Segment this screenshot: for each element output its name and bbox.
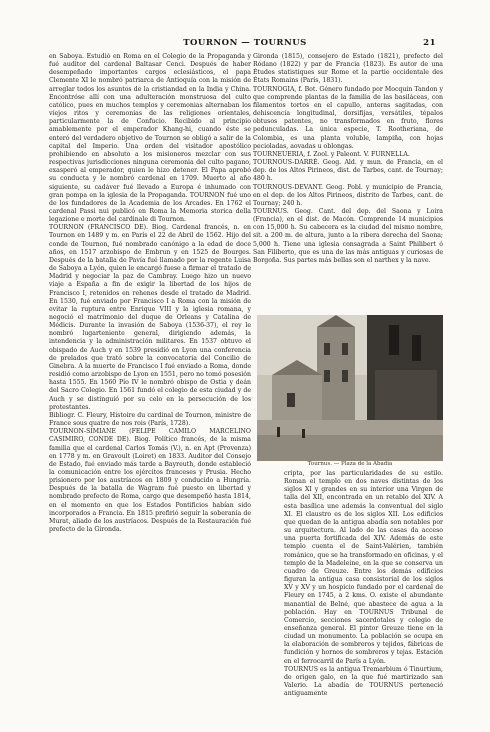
abbey-photo-illustration xyxy=(257,315,443,461)
right-column xyxy=(253,53,443,298)
running-head-title: TOURNON — TOURNUS xyxy=(183,38,307,48)
abbey-photograph xyxy=(257,315,443,461)
entry-tournon-simiane: TOURNON-SIMIANE (FELIPE CAMILO MARCELINO CASIMIRO, CONDE DE). Biog. Político francés, de la misma familia que el cardenal Carlos Tomás (V.), n. en Apt (Provenza) en 1778 y m. en Gravoult (Loiret) en 1833. Auditor del Consejo de Estado, fué enviado más tarde a Bayreuth, donde estableció la comunicación entre los ejércitos franceses y Prusia. Hecho prisionero por los austríacos en 1809 y conducido a Hungría. Después de la batalla de Wagram fué puesto en libertad y nombrado prefecto de Roma, cargo que desempeñó hasta 1814, en el momento en que los Estados Pontificios habían sido incorporados a Francia. En 1815 prefirió seguir la soberanía de Murat, aliado de los austríacos. Después de la Restauración fué prefecto de la Gironda. xyxy=(49,428,251,534)
entry-tournus: TOURNUS. Geog. Cant. del dep. del Saona y Loira (Francia), en el dist. de Macón. Comprende 14 municipios con 15,000 h. Su cabecera es la ciudad del mismo nombre, sit. a 200 m. de altura, junto a la ribera derecha del Saona; 5,000 h. Tiene una iglesia consagrada a Saint Philibert ó San Filiberto, que es una de las más antiguas y curiosas de Borgoña. Sus partes más bellas son el narthex y la nave. xyxy=(253,207,443,264)
left-column xyxy=(49,53,251,708)
entry-tournus-cont: cripta, por las particularidades de su estilo. Roman el templo en dos naves distintas de los siglos XI y grandes en su interior una Virgen de talla del XII, encontrada en un retablo del XIV. A esta basílica une además la conventual del siglo XI. El claustro es de los siglos XII. Los edificios que quedan de la antigua abadía son notables por su arquitectura. Al lado de las casas da acceso una puerta fortificada del XIV. Además de este templo cuenta el de Saint-Valérien, también románico, que se ha transformado en oficinas, y el templo de la Madeleine, en la que se conserva un cuadro de Greuze. Entre los demás edificios figuran la antigua casa consistorial de los siglos XV y XV y un hospicio fundado por el cardenal de Fleury en 1745, a 2 kms. O. existe el abundante manantial de Belné, que abastece de agua a la población. Hay en TOURNUS Tribunal de Comercio, secciones sacerdotales y colegio de enseñanza general. El pintor Greuze tiene en la ciudad un monumento. La población se ocupa en la elaboración de sombreros y tejidos, fábricas de fundición y hornos de sombreros y tejas. Estación en el ferrocarril de París a Lyón. xyxy=(284,470,443,665)
entry-tourneueria: TOURNEUERIA, f. Zool. y Paleont. V. FURNELLA. xyxy=(253,150,410,158)
running-head xyxy=(0,38,490,50)
entry-gironda-cont: Gironda (1815), consejero de Estado (1821), prefecto del Ródano (1822) y par de Francia (1823). Es autor de una Études statistiques sur Rome et la partie occidentale des États Romains (París, 1831). xyxy=(253,53,443,85)
entry-tournous-devant: TOURNOUS-DEVANT. Geog. Pobl. y municipio de Francia, en el dep. de los Altos Pirineos, distrito de Tarbes, cant. de Tournay; 240 h. xyxy=(253,183,443,207)
entry-tournus-history: TOURNUS es la antigua Tremarbium ó Tinurtium, de origen galo, en la que fué martirizado san Valerio. La abadía de TOURNUS perteneció antiguamente xyxy=(284,665,443,698)
entry-tournon-francisco: TOURNON (FRANCISCO DE). Biog. Cardenal francés, n. en Tournon en 1489 y m. en París el 22 de Abril de 1562. Hijo del conde de Tournon, fué nombrado canónigo a la edad de doce años, en 1517 arzobispo de Embrun y en 1525 de Bourges. Después de la batalla de Pavía fué llamado por la regente Luisa de Saboya a Lyón, quien le encargó fuese a firmar el tratado de Madrid y negociar la paz de Cambray. Luego hizo un nuevo viaje a España a fin de exigir la libertad de los hijos de Francisco I, retenidos en rehenes desde el tratado de Madrid. En 1530, fué enviado por Francisco I a Roma con la misión de evitar la ruptura entre Enrique VIII y la iglesia romana, y negoció el matrimonio del duque de Orleans y Catalina de Médicis. Durante la invasión de Saboya (1536-37), el rey le nombró lugarteniente general, dirigiendo además, la intendencia y la administración militares. En 1537 obtuvo el obispado de Auch y en 1539 presidió en Lyon una conferencia de prelados que trató sobre la convocatoria del Concilio de Ginebra. A la muerte de Francisco I fué enviado a Roma, donde residió como arzobispo de Lyon en 1551, pero no tomó posesión hasta 1555. En 1560 Pío IV le nombró obispo de Ostia y deán del Sacro Colegio. En 1561 fundó el colegio de esta ciudad y de Auch y se distinguió por su celo en la persecución de los protestantes. xyxy=(49,224,251,411)
entry-tournous-darre: TOURNOUS-DARRÉ. Geog. Ald. y mun. de Francia, en el dep. de los Altos Pirineos, dist. de Tarbes, cant. de Tournay; 480 h. xyxy=(253,159,443,183)
entry-tournon-cardinal-cont: en Saboya. Estudió en Roma en el Colegio de la Propaganda y fué auditor del cardenal Baltasar Cenci. Después de haber desempeñado importantes cargos eclesiásticos, el papa Clemente XI le nombró patriarca de Antioquía con la misión de arreglar todos los asuntos de la cristiandad en la India y China. Encontróse allí con una adulteración monstruosa del culto católico, pues en muchos templos y ceremonias alternaban los viejos ritos y ceremonias de las religiones orientales, particularmente la de Confucio. Recibido al principio amablemente por el emperador Khang-hi, cuando éste se enteró del verdadero objetivo de Tournon se obligó a salir de la capital del Imperio. Una orden del visitador apostólico prohibiendo en absoluto a los misioneros mezclar con sus respectivas jurisdicciones ninguna ceremonia del culto pagano, exasperó al emperador, quien le hizo detener. El Papa aprobó su conducta y le nombró cardenal en 1709. Muerto al año siguiente, su cadáver fué llevado a Europa é inhumado con gran pompa en la iglesia de la Propaganda. TOURNON fué uno de los fundadores de la Academia de los Arcades. En 1762 el cardenal Passi nui publicó en Roma la Memoria storica della legazione e morte del cardinale di Tournon. xyxy=(49,53,251,224)
bottom-right-column xyxy=(284,470,443,708)
bibliography: Bibliogr. C. Fleury, Histoire du cardinal de Tournon, ministre de France sous quatre de nos rois (París, 1728). xyxy=(49,411,251,428)
entry-tournogia: TOURNOGIA, f. Bot. Género fundado por Mocquin Tandon y que comprende plantas de la familia de las basiláceas, con filamentos tortos en el capullo, anteras sagitadas, con dehiscencia longitudinal, dorsifijas, versátiles, tépalos obtusos patentes, no transformados en fruto, flores pedunculadas. La única especie, T. Rootheriana, de Colombia, es una planta voluble, lampiña, con hojas pecioladas, aovadas u oblongas. xyxy=(253,85,443,150)
page-number: 21 xyxy=(423,38,436,48)
photo-caption: Tournus. — Plaza de la Abadía xyxy=(307,461,393,467)
